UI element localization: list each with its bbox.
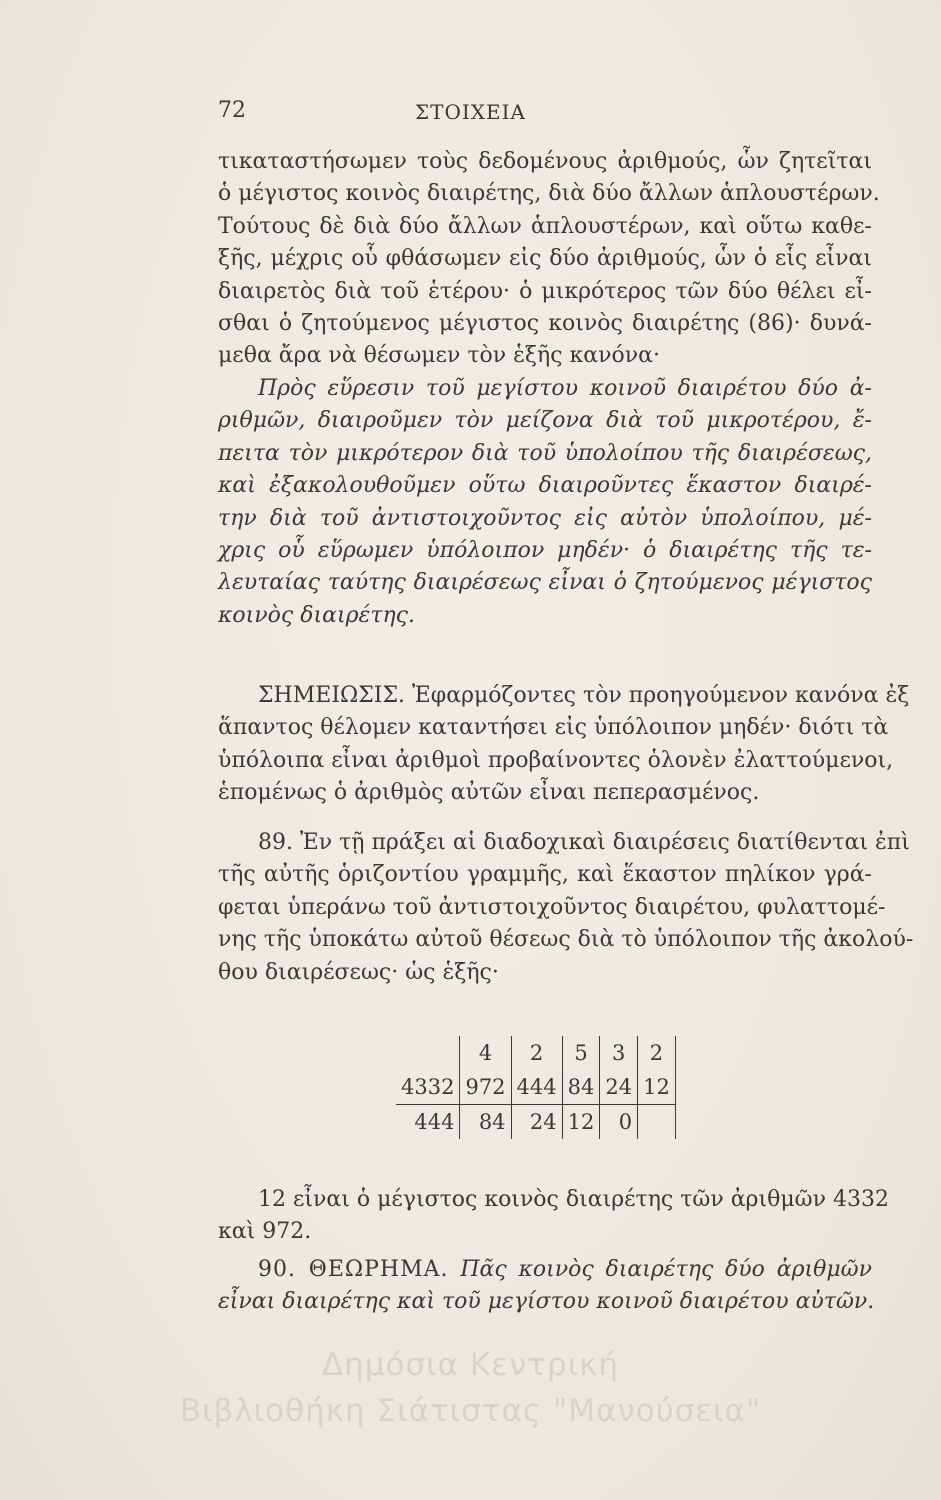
number-cell: 12 [638, 1070, 676, 1105]
numbers-row [396, 1070, 675, 1105]
number-cell: 4332 [396, 1070, 460, 1105]
text-line: σθαι ὁ ζητούμενος μέγιστος κοινὸς διαιρέτης (86)· δυνά- [218, 310, 872, 336]
text-line: Τούτους δὲ διὰ δύο ἄλλων ἁπλουστέρων, καὶ οὕτω καθε- [218, 213, 872, 239]
text-line: κοινὸς διαιρέτης. [218, 602, 415, 628]
number-cell: 84 [562, 1070, 600, 1105]
running-head: ΣΤΟΙΧΕΙΑ [415, 100, 526, 124]
remainder-cell: 0 [600, 1105, 638, 1140]
text-line: νης τῆς ὑποκάτω αὐτοῦ θέσεως διὰ τὸ ὑπόλοιπον τῆς ἀκολού- [218, 927, 914, 953]
text-line: λευταίας ταύτης διαιρέσεως εἶναι ὁ ζητούμενος μέγιστος [218, 570, 872, 596]
theorem-text: Πᾶς κοινὸς διαιρέτης δύο ἀριθμῶν [460, 1257, 872, 1282]
text-line: φεται ὑπεράνω τοῦ ἀντιστοιχοῦντος διαιρέτου, φυλαττομέ- [218, 894, 886, 920]
theorem-text: εἶναι διαιρέτης καὶ τοῦ μεγίστου κοινοῦ διαιρέτου αὐτῶν. [218, 1289, 875, 1315]
page-number: 72 [218, 98, 246, 123]
quotient-cell: 2 [511, 1036, 562, 1070]
page-header [0, 98, 941, 128]
remainder-cell: 84 [460, 1105, 511, 1140]
remainder-cell: 12 [562, 1105, 600, 1140]
text-line: Πρὸς εὕρεσιν τοῦ μεγίστου κοινοῦ διαιρέτου δύο ἀ- [258, 376, 872, 401]
text-line: πειτα τὸν μικρότερον διὰ τοῦ ὑπολοίπου τῆς διαιρέσεως, [218, 440, 872, 466]
remainders-row [396, 1105, 675, 1140]
number-cell: 444 [511, 1070, 562, 1105]
text-line: ἑπομένως ὁ ἀριθμὸς αὐτῶν εἶναι πεπερασμένος. [218, 780, 760, 806]
quotients-row [396, 1036, 675, 1070]
text-line: καὶ 972. [218, 1219, 312, 1245]
quotient-cell: 3 [600, 1036, 638, 1070]
text-line: μεθα ἄρα νὰ θέσωμεν τὸν ἑξῆς κανόνα· [218, 343, 660, 369]
euclid-division-table [396, 1036, 676, 1139]
text-line: τῆς αὐτῆς ὁριζοντίου γραμμῆς, καὶ ἕκαστον πηλίκον γρά- [218, 862, 872, 888]
number-cell: 972 [460, 1070, 511, 1105]
paragraph-continuation [218, 146, 880, 373]
quotient-cell: 4 [460, 1036, 511, 1070]
theorem-90 [218, 1254, 875, 1319]
text-line: διαιρετὸς διὰ τοῦ ἑτέρου· ὁ μικρότερος τῶν δύο θέλει εἶ- [218, 278, 872, 304]
number-cell: 24 [600, 1070, 638, 1105]
remainder-cell: 24 [511, 1105, 562, 1140]
text-line: τικαταστήσωμεν τοὺς δεδομένους ἀριθμούς, ὧν ζητεῖται [218, 149, 872, 174]
theorem-label: 90. ΘΕΩΡΗΜΑ. [258, 1257, 449, 1282]
text-line: ΣΗΜΕΙΩΣΙΣ. Ἐφαρμόζοντες τὸν προηγούμενον κανόνα ἐξ [258, 683, 910, 708]
text-line: 89. Ἐν τῇ πράξει αἱ διαδοχικαὶ διαιρέσεις διατίθενται ἐπὶ [258, 830, 910, 855]
text-line: ἅπαντος θέλομεν καταντήσει εἰς ὑπόλοιπον μηδέν· διότι τὰ [218, 715, 889, 741]
text-line: ξῆς, μέχρις οὗ φθάσωμεν εἰς δύο ἀριθμούς, ὧν ὁ εἷς εἶναι [218, 246, 872, 272]
library-watermark: Δημόσια Κεντρική [321, 1347, 620, 1383]
text-line: την διὰ τοῦ ἀντιστοιχοῦντος εἰς αὐτὸν ὑπολοίπου, μέ- [218, 505, 872, 531]
text-line: ὑπόλοιπα εἶναι ἀριθμοὶ προβαίνοντες ὁλονὲν ἐλαττούμενοι, [218, 747, 894, 773]
quotient-cell: 2 [638, 1036, 676, 1070]
quotient-cell: 5 [562, 1036, 600, 1070]
text-line: καὶ ἐξακολουθοῦμεν οὕτω διαιροῦντες ἕκαστον διαιρέ- [218, 473, 872, 499]
remainder-cell: 444 [396, 1105, 460, 1140]
text-line: θου διαιρέσεως· ὡς ἑξῆς· [218, 959, 499, 985]
library-watermark: Βιβλιοθήκη Σιάτιστας "Μανούσεια" [179, 1393, 762, 1429]
conclusion-paragraph [218, 1184, 889, 1249]
note-paragraph [218, 680, 910, 810]
text-line: ὁ μέγιστος κοινὸς διαιρέτης, διὰ δύο ἄλλων ἁπλουστέρων. [218, 181, 880, 207]
text-line: 12 εἶναι ὁ μέγιστος κοινὸς διαιρέτης τῶν ἀριθμῶν 4332 [258, 1187, 889, 1212]
text-line: ριθμῶν, διαιροῦμεν τὸν μείζονα διὰ τοῦ μικροτέρου, ἔ- [218, 408, 872, 434]
section-89 [218, 827, 914, 989]
gcd-rule [218, 373, 872, 632]
text-line: χρις οὗ εὕρωμεν ὑπόλοιπον μηδέν· ὁ διαιρέτης τῆς τε- [218, 537, 872, 563]
